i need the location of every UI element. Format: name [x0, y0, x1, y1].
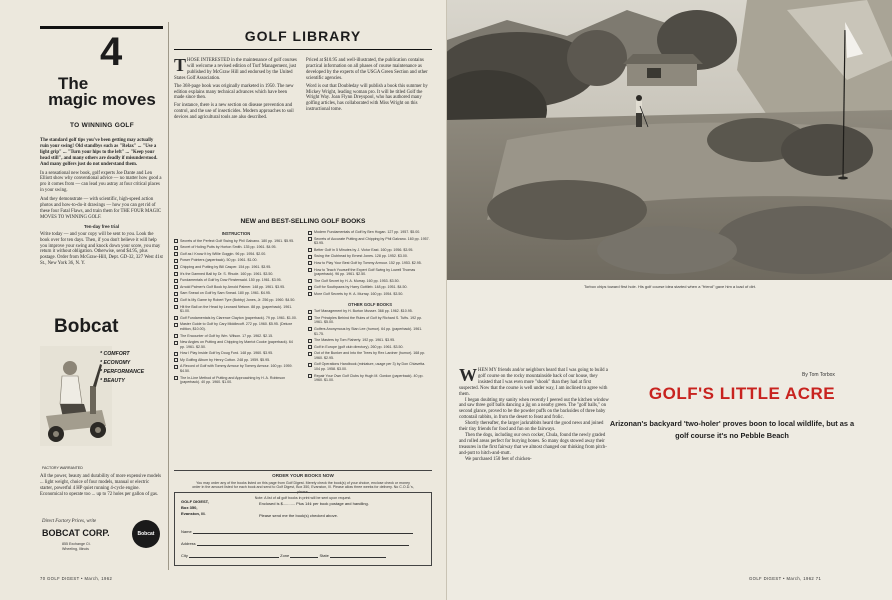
book-checkbox[interactable]: [174, 352, 178, 356]
feature-item: * ECONOMY: [100, 360, 131, 366]
book-checkbox[interactable]: [174, 323, 178, 327]
book-entry: [308, 254, 432, 259]
book-title: Hit the Ball on the Head by Leonard Nelson. 88 pp. (paperback). 1961. $1.00.: [180, 304, 293, 314]
book-title: Golf for Southpaws by Harry Gottlieb. 148 pp. 1951. $4.50.: [314, 285, 408, 290]
book-entry: [308, 230, 432, 235]
form-city-label: City: [181, 553, 188, 558]
feature-item: * BEAUTY: [100, 378, 125, 384]
library-intro-paragraph: For instance, there is a new section on disease prevention and control, and the use of insecticides. Modern approaches to soil devices and agricultural tools are also described.: [174, 103, 294, 121]
book-entry: [174, 334, 298, 339]
order-heading: ORDER YOUR BOOKS NOW: [272, 473, 334, 478]
book-checkbox[interactable]: [174, 334, 178, 338]
book-entry: [174, 316, 298, 321]
book-checkbox[interactable]: [174, 292, 178, 296]
book-checkbox[interactable]: [308, 363, 312, 367]
ad-trial-text: Write today — and your copy will be sent to you. Look the book over for ten days. Then, if you don't believe it will help you improve your swing and knock down your score, you may return it without obligation. Otherwise, send $4.95, plus postage. Order from McGraw-Hill, Dept. GD-32, 327 West 41st St., New York 36, N. Y.: [40, 231, 163, 267]
library-intro-paragraph: Word is out that Doubleday will publish a book this summer by Mickey Wright, leading woman pro. It will be titled Golf the Wright Way. Joan Flynn Dreyspool, who has authored many golfing articles, has collaborated with Miss Wright on this instructional tome.: [306, 83, 428, 113]
book-checkbox[interactable]: [174, 259, 178, 263]
book-list-col1: [174, 230, 298, 387]
book-entry: [174, 358, 298, 363]
dropcap: T: [174, 55, 187, 75]
book-checkbox[interactable]: [308, 374, 312, 378]
ad-top-rule: [40, 26, 163, 29]
book-title: How to Play Your Best Golf by Tommy Armour. 152 pp. 1953. $2.95.: [314, 260, 422, 265]
book-entry: [174, 298, 298, 303]
library-intro-col2: [306, 58, 432, 115]
book-title: Golf Is My Game by Robert Tyre (Bobby) Jones, Jr. 256 pp. 1960. $4.50.: [180, 297, 296, 302]
folio-left: 70 GOLF DIGEST • March, 1962: [40, 576, 113, 581]
book-title: Fundamentals of Golf by Dow Finsterwald. 150 pp. 1961. $3.95.: [180, 278, 282, 283]
library-intro-paragraph: [174, 55, 298, 82]
book-title: Sam Snead on Golf by Sam Snead. 180 pp. 1961. $4.95.: [180, 291, 271, 296]
book-title: More Golf Secrets by H. A. Murray. 160 pp. 1954. $3.50.: [314, 291, 404, 296]
form-address-line: GOLF DIGEST,: [181, 499, 209, 504]
book-entry: [174, 351, 298, 356]
book-title: How to Teach Yourself the Expert Golf Swing by Lowell Thomas (paperback). 96 pp. 1961. $2.50.: [314, 267, 416, 277]
library-title: GOLF LIBRARY: [244, 28, 362, 44]
book-checkbox[interactable]: [308, 248, 312, 252]
address-line: Wheeling, Illinois: [62, 546, 89, 551]
book-title: Secret of Holing Putts by Horton Smith. 135 pp. 1961. $4.95.: [180, 245, 277, 250]
book-entry: [174, 322, 298, 331]
book-title: Golfers Anonymous by Stan Lee (humor). 64 pp. (paperback). 1961. $1.75.: [314, 326, 423, 336]
book-title: Better Golf in 5 Minutes by J. Victor East. 160 pp. 1956. $3.95.: [314, 247, 414, 252]
order-instructions: You may order any of the books listed on this page from Golf Digest. Merely check the book(s) of your choice, enclose check or money order in the amount listed for each book and send to Golf Digest, Box 350, Evanston, Ill. Please allow three weeks for delivery. No C.O.D.'s, please.: [192, 480, 414, 494]
book-checkbox[interactable]: [308, 268, 312, 272]
ad-title-number: 4: [100, 30, 123, 74]
book-entry: [308, 292, 432, 297]
bobcat-corp-name: BOBCAT CORP.: [42, 528, 110, 538]
book-entry: [308, 261, 432, 266]
book-title: The Masters by Tom Flaherty. 192 pp. 1961. $3.95.: [314, 338, 396, 343]
form-address-line: Box 350,: [181, 505, 198, 510]
feature-item: * PERFORMANCE: [100, 369, 145, 375]
book-checkbox[interactable]: [174, 365, 178, 369]
zone-field[interactable]: [290, 554, 318, 558]
book-checkbox[interactable]: [174, 279, 178, 283]
book-checkbox[interactable]: [174, 376, 178, 380]
book-checkbox[interactable]: [174, 316, 178, 320]
name-field[interactable]: [193, 530, 413, 534]
book-title: The Principles Behind the Rules of Golf by Richard S. Tufts. 192 pp. 1961. $5.00.: [314, 315, 423, 325]
book-entry: [308, 351, 432, 360]
library-intro-paragraph: Priced at $10.95 and well-illustrated, the publication contains practical information on all phases of course maintenance as developed by the experts of the USGA Green Section and other scientific agencies.: [306, 58, 428, 81]
book-title: The In-Line Method of Putting and Approaching by H. A. Robinson (paperback). 40 pp. 1960. $1.00.: [180, 375, 286, 385]
form-address: [181, 499, 209, 517]
book-checkbox[interactable]: [174, 341, 178, 345]
book-checkbox[interactable]: [174, 272, 178, 276]
book-checkbox[interactable]: [308, 327, 312, 331]
article-text: HEN MY friends and/or neighbors heard that I was going to build a golf course on the rocky mountainside back of our house, they insisted that I was even more "shook" than they had at first suspected. Now that the course is well under way, I am inclined to agree with them.: [459, 368, 608, 397]
form-address-line: Evanston, Ill.: [181, 511, 206, 516]
book-checkbox[interactable]: [308, 310, 312, 314]
book-title: Master Guide to Golf by Cary Middlecoff. 272 pp. 1960. $5.95. (Deluxe edition, $10.00).: [180, 322, 293, 331]
ad-paragraph: And they demonstrate — with scientific, high-speed action photos and how-to-do-it drawings — how you can get rid of these four Fatal Flaws, and train them for THE FOUR MAGIC MOVES TO WINNING GOLF.: [40, 197, 162, 220]
book-entry: [308, 268, 432, 277]
book-title: Golf as I Know It by Willie Goggin. 96 pp. 1954. $2.00.: [180, 251, 267, 256]
instruction-heading: INSTRUCTION: [221, 231, 251, 236]
bobcat-address: [62, 542, 142, 551]
book-checkbox[interactable]: [174, 252, 178, 256]
book-entry: [174, 376, 298, 385]
article-paragraph: Shortly thereafter, the larger jackrabbits heard the good news and joined their tiny friends for food and fun on the fairways.: [459, 421, 604, 433]
ad-title: magic moves: [48, 90, 156, 109]
other-books-list: [308, 309, 432, 383]
backyard-golf-course-photo: [447, 0, 892, 280]
book-checkbox[interactable]: [308, 286, 312, 290]
book-list-col2: [308, 230, 432, 385]
book-title: Power Pointers (paperback). 50 pp. 1961. $1.00.: [180, 258, 258, 263]
folio-right: GOLF DIGEST • March, 1962 71: [749, 576, 822, 581]
form-zone-label: Zone: [280, 553, 290, 558]
feature-item: * COMFORT: [100, 351, 130, 357]
bobcat-logo-badge: Bobcat: [132, 520, 160, 548]
form-address-label: Address: [181, 541, 196, 546]
article-paragraph: I began doubting my sanity when recently I peered out the kitchen window and saw three golf balls dancing a jig on a nearby green. The "golf balls," on second glance, proved to be the powder puffs on the backsides of three baby cottontail rabbits, in from the desert to feast and frolic.: [459, 397, 609, 421]
book-entry: [308, 374, 432, 383]
ad-bobcat: [40, 306, 163, 572]
book-title: My Golfing Album by Henry Cotton. 248 pp. 1959. $5.95.: [180, 357, 271, 362]
bobcat-warranty: FACTORY WARRANTED: [42, 466, 83, 470]
book-entry: [174, 239, 298, 244]
intro-text: HOSE INTERESTED in the maintenance of golf courses will welcome a revised edition of Turf Management, just published by McGraw Hill and endorsed by the United States Golf Association.: [174, 58, 297, 81]
book-checkbox[interactable]: [308, 345, 312, 349]
form-state-label: State: [319, 553, 329, 558]
book-list-heading: NEW and BEST-SELLING GOLF BOOKS: [240, 218, 366, 225]
form-name-label: Name: [181, 529, 192, 534]
ad-paragraph: In a sensational new book, golf experts Joe Dante and Len Elliott show why conventional advice — no matter how good a pro it comes from — can lead you astray at four critical places in your swing.: [40, 170, 162, 194]
book-title: Arnold Palmer's Golf Book by Arnold Palmer. 148 pp. 1961. $3.95.: [180, 284, 286, 289]
library-intro-col1: [174, 55, 298, 123]
book-title: Golf Fundamentals by Clarence Clayton (paperback). 79 pp. 1961. $1.00.: [180, 315, 297, 320]
book-title: Repair Your Own Golf Clubs by Hugh M. Gordon (paperback). 40 pp. 1960. $1.00.: [314, 373, 424, 383]
ad-subtitle: TO WINNING GOLF: [70, 122, 134, 129]
book-checkbox[interactable]: [174, 246, 178, 250]
book-title: Swing the Clubhead by Ernest Jones. 128 pp. 1952. $3.00.: [314, 254, 408, 259]
right-page: [446, 0, 892, 600]
state-field[interactable]: [330, 554, 386, 558]
article-headline: GOLF'S LITTLE ACRE: [648, 384, 836, 403]
book-entry: [308, 309, 432, 314]
book-entry: [174, 252, 298, 257]
book-entry: [174, 258, 298, 263]
book-entry: [174, 285, 298, 290]
book-entry: [308, 279, 432, 284]
bobcat-body: All the power, beauty and durability of more expensive models ... light weight, choice of four models, manual or electric starter, powerful 4 HP quiet running 4-cycle engine. Economical to operate too ... up to 72 holes per gallon of gas.: [40, 474, 162, 497]
article-paragraph: We purchased 150 feet of chicken-: [465, 456, 532, 462]
book-checkbox[interactable]: [308, 352, 312, 356]
form-name-row: [181, 529, 413, 534]
book-checkbox[interactable]: [174, 298, 178, 302]
order-note: Note: A list of all golf books in print will be sent upon request.: [254, 496, 352, 501]
book-checkbox[interactable]: [174, 358, 178, 362]
book-title: Golf in Europe (golf club directory). 260 pp. 1961. $3.50.: [314, 344, 404, 349]
other-books-heading: OTHER GOLF BOOKS: [348, 301, 392, 307]
book-title: A Record of Golf with Tommy Armour by Tommy Armour. 160 pp. 1959. $4.50.: [180, 364, 293, 374]
book-title: Secrets of the Perfect Golf Swing by Phil Galvano. 180 pp. 1961. $5.95.: [180, 238, 295, 243]
book-entry: [174, 265, 298, 270]
address-field[interactable]: [197, 542, 409, 546]
ad-lead: The standard golf tips you've been getting may actually ruin your swing! Old standbys such as "Relax" ... "Use a light grip" ... "Turn your hips to the left" ... "Keep your head still", and many others are deadly if misunderstood. And many golfers just do not understand them.: [40, 138, 158, 167]
book-checkbox[interactable]: [308, 316, 312, 320]
book-entry: [308, 285, 432, 290]
book-title: The Golf Secret by H. A. Murray. 160 pp. 1953. $3.50.: [314, 278, 400, 283]
book-checkbox[interactable]: [308, 339, 312, 343]
form-send: Please send me the book(s) checked above.: [259, 513, 338, 518]
book-title: New Angles on Putting and Chipping by Marriot Cooke (paperback). 64 pp. 1961. $2.50.: [180, 340, 293, 349]
article-paragraph: [459, 365, 609, 398]
order-form: [174, 492, 432, 566]
book-title: Modern Fundamentals of Golf by Ben Hogan. 127 pp. 1957. $5.00.: [314, 230, 421, 234]
golf-library: [174, 22, 432, 570]
library-intro-paragraph: The 368-page book was originally marketed in 1950. The new edition explains many technical advances which have been made since then.: [174, 83, 294, 101]
book-entry: [174, 278, 298, 283]
photo-caption: Torbox chips toward first hole. His golf course idea started when a "friend" gave him a load of dirt.: [583, 284, 757, 289]
form-city-row: [181, 553, 386, 558]
book-title: Out of the Bunker and Into the Trees by Rex Lardner (humor). 168 pp. 1960. $2.95.: [314, 351, 426, 360]
book-checkbox[interactable]: [308, 231, 312, 235]
book-entry: [308, 316, 432, 325]
article-paragraph: Then the dogs, including our own cocker, Chula, found the newly graded and rolled areas perfect for burying bones. So many dogs stowed away their treasures in the first fairway that we almost changed our thinking from pitch-and-putt to hitch-and-mutt.: [459, 432, 607, 456]
form-address-row: [181, 541, 409, 546]
book-entry: [308, 338, 432, 343]
column-divider: [168, 22, 169, 570]
book-checkbox[interactable]: [174, 239, 178, 243]
form-enclosed: Enclosed is $........... Plus 14¢ per book postage and handling.: [259, 501, 369, 506]
library-rule: [174, 49, 432, 50]
city-field[interactable]: [189, 554, 279, 558]
book-checkbox[interactable]: [174, 285, 178, 289]
byline: By Tom Torbox: [802, 372, 835, 378]
book-entry: [308, 327, 432, 336]
ad-title-the: The: [58, 74, 89, 93]
book-title: The Encounter of Golf by Wm. Wilson. 17 pp. 1962. $2.15.: [180, 333, 274, 338]
book-entry: [174, 340, 298, 349]
bobcat-direct-prices: Direct Factory Prices, write: [42, 519, 97, 524]
book-title: Turf Management by H. Burton Musser. 368 pp. 1962. $10.95.: [314, 309, 413, 314]
ad-four-magic-moves: [40, 22, 163, 305]
address-line: 855 Exchange Ct.: [62, 542, 91, 546]
book-title: Chipping and Putting by Bill Casper. 154 pp. 1961. $3.95.: [180, 264, 272, 269]
ad-trial-heading: Ten-day free trial: [83, 223, 120, 229]
book-checkbox[interactable]: [308, 261, 312, 265]
instruction-list: [174, 239, 298, 385]
bobcat-title: Bobcat: [54, 316, 119, 337]
book-checkbox[interactable]: [174, 265, 178, 269]
book-checkbox[interactable]: [308, 255, 312, 259]
bobcat-features: [100, 350, 162, 386]
book-checkbox[interactable]: [174, 305, 178, 309]
book-entry: [308, 362, 432, 371]
book-entry: [308, 237, 432, 246]
book-title: Secrets of Accurate Putting and Chipping by Phil Galvano. 160 pp. 1957. $3.95.: [314, 236, 430, 246]
book-entry: [174, 245, 298, 250]
book-title: It's the Damned Ball by Dr. S. Rhude. 160 pp. 1961. $3.50.: [180, 271, 274, 276]
book-title: How I Play Inside Golf by Doug Ford. 148 pp. 1960. $3.95.: [180, 351, 274, 356]
book-entry: [308, 248, 432, 253]
article-deck: Arizonan's backyard 'two-holer' proves boon to local wildlife, but as a golf course it's no Pebble Beach: [609, 419, 855, 440]
book-entry: [174, 291, 298, 296]
book-checkbox[interactable]: [308, 237, 312, 241]
article-body: [459, 365, 609, 463]
book-checkbox[interactable]: [308, 292, 312, 296]
book-entry: [174, 272, 298, 277]
book-title: Golf Operations Handbook (miniature, usage per 3) by Don Chiavetta. 104 pp. 1958. $3.00.: [314, 362, 426, 372]
book-entry: [308, 345, 432, 350]
ad-body: [40, 138, 163, 270]
book-entry: [174, 364, 298, 373]
book-checkbox[interactable]: [308, 279, 312, 283]
instruction-list-continued: [308, 230, 432, 297]
dropcap: W: [459, 365, 477, 385]
book-entry: [174, 305, 298, 314]
